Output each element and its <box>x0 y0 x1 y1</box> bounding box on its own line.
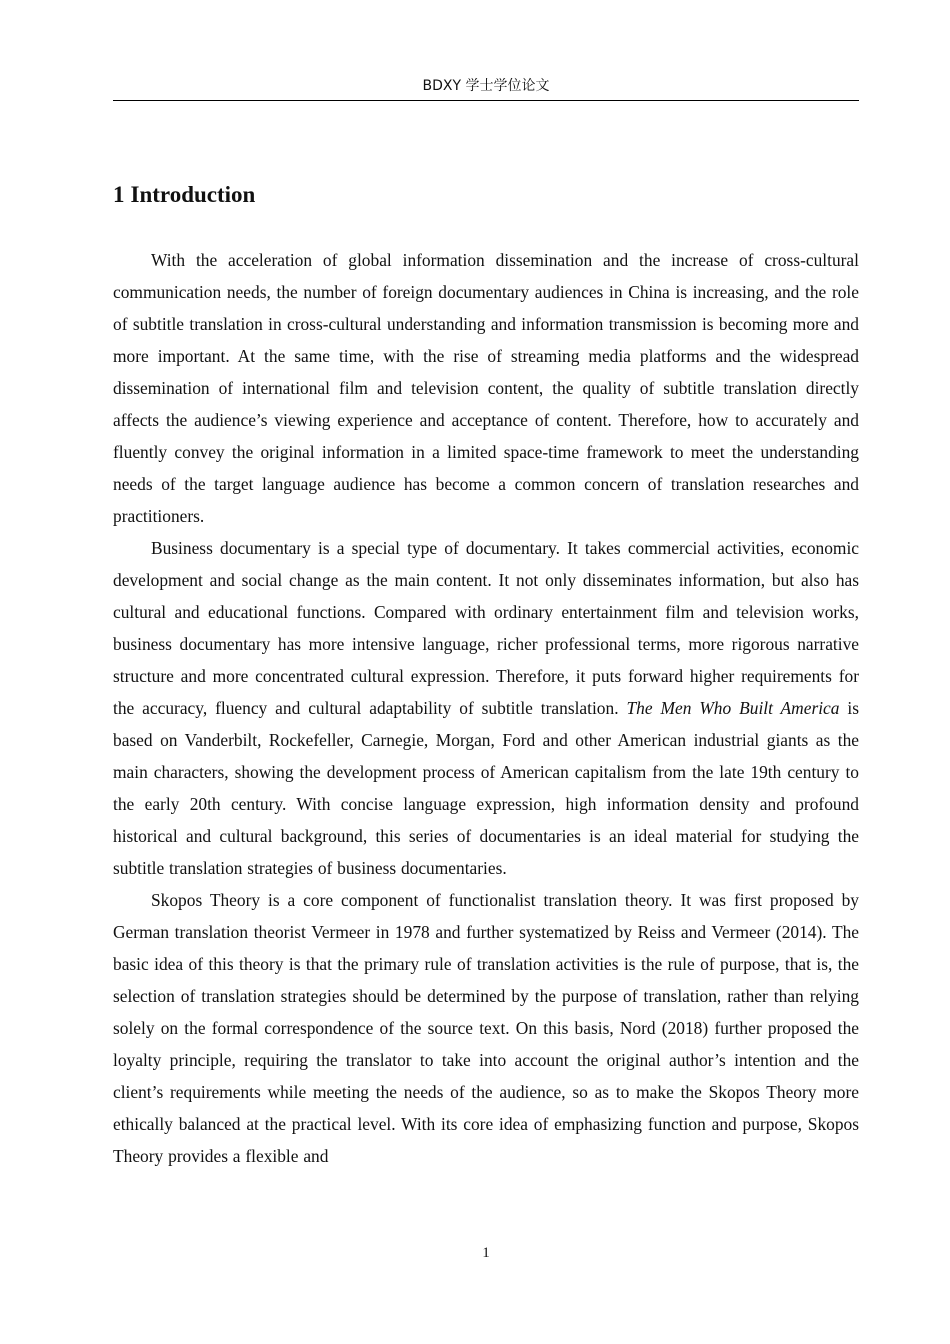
running-header: BDXY 学士学位论文 <box>422 78 550 94</box>
documentary-title: The Men Who Built America <box>626 698 840 718</box>
section-number: 1 <box>113 182 125 207</box>
body-text <box>113 244 859 1172</box>
paragraph-2 <box>113 532 859 884</box>
header-rule <box>113 100 859 101</box>
section-heading <box>113 179 255 211</box>
paragraph-3: Skopos Theory is a core component of functionalist translation theory. It was first proposed by German translation theorist Vermeer in 1978 and further systematized by Reiss and Vermeer (2014). The basic idea of this theory is that the primary rule of translation activities is the rule of purpose, that is, the selection of translation strategies should be determined by the purpose of translation, rather than relying solely on the formal correspondence of the source text. On this basis, Nord (2018) further proposed the loyalty principle, requiring the translator to take into account the original author’s intention and the client’s requirements while meeting the needs of the audience, so as to make the Skopos Theory more ethically balanced at the practical level. With its core idea of emphasizing function and purpose, Skopos Theory provides a flexible and <box>113 890 859 1166</box>
paragraph-2-text-end: is based on Vanderbilt, Rockefeller, Carnegie, Morgan, Ford and other American industrial giants as the main characters, showing the development process of American capitalism from the late 19th century to the early 20th century. With concise language expression, high information density and profound historical and cultural background, this series of documentaries is an ideal material for studying the subtitle translation strategies of business documentaries. <box>113 698 859 878</box>
paragraph-1: With the acceleration of global information dissemination and the increase of cross-cultural communication needs, the number of foreign documentary audiences in China is increasing, and the role of subtitle translation in cross-cultural understanding and information transmission is becoming more and more important. At the same time, with the rise of streaming media platforms and the widespread dissemination of international film and television content, the quality of subtitle translation directly affects the audience’s viewing experience and acceptance of content. Therefore, how to accurately and fluently convey the original information in a limited space-time framework to meet the understanding needs of the target language audience has become a common concern of translation researches and practitioners. <box>113 250 859 526</box>
paragraph-2-text-start: Business documentary is a special type of documentary. It takes commercial activities, economic development and social change as the main content. It not only disseminates information, but also has cultural and educational functions. Compared with ordinary entertainment film and television works, business documentary has more intensive language, richer professional terms, more rigorous narrative structure and more concentrated cultural expression. Therefore, it puts forward higher requirements for the accuracy, fluency and cultural adaptability of subtitle translation. <box>113 538 859 718</box>
section-title: Introduction <box>130 182 256 207</box>
page-number: 1 <box>482 1245 490 1261</box>
